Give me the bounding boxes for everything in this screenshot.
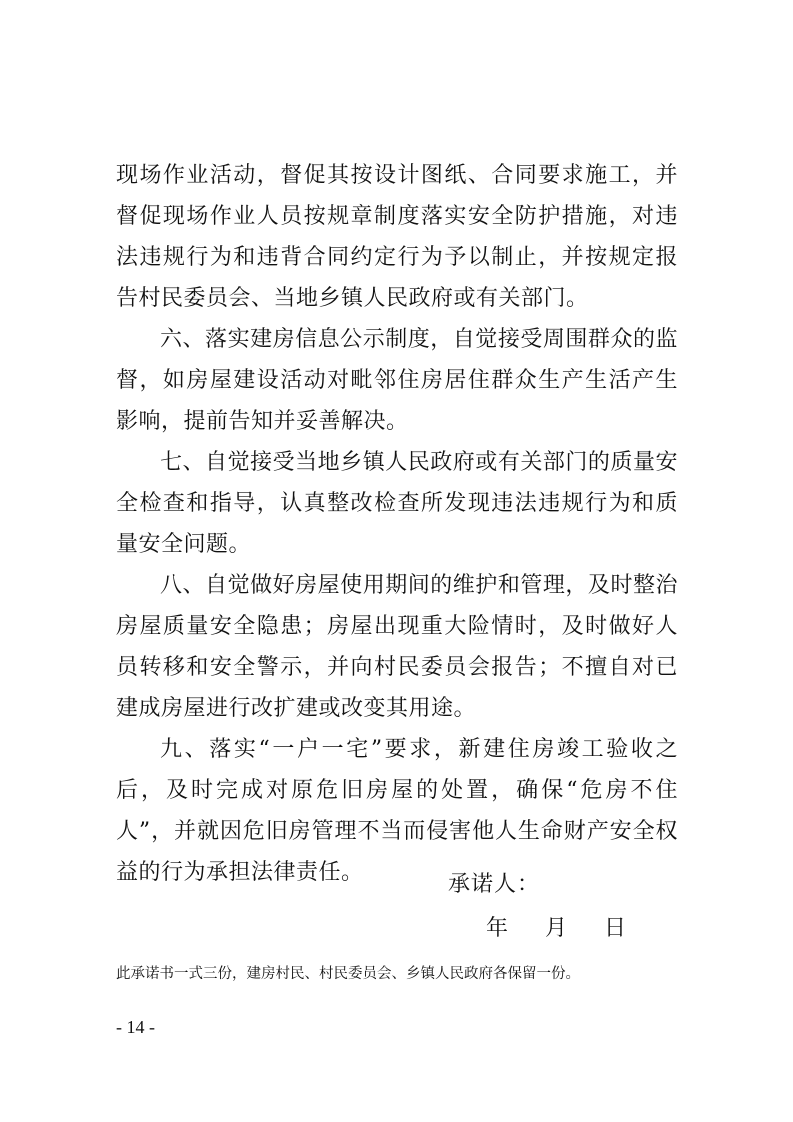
- signer-label: 承诺人：: [448, 872, 541, 897]
- date-day-label: 日: [604, 916, 627, 941]
- paragraph-item-9: 九、落实“一户一宅”要求，新建住房竣工验收之后，及时完成对原危旧房屋的处置，确保“危房不住人”，并就因危旧房管理不当而侵害他人生命财产安全权益的行为承担法律责任。: [116, 737, 678, 885]
- paragraph-item-8: 八、自觉做好房屋使用期间的维护和管理，及时整治房屋质量安全隐患；房屋出现重大险情时，及时做好人员转移和安全警示，并向村民委员会报告；不擅自对已建成房屋进行改扩建或改变其用途。: [116, 573, 678, 721]
- paragraph-item-6: 六、落实建房信息公示制度，自觉接受周围群众的监督，如房屋建设活动对毗邻住房居住群众生产生活产生影响，提前告知并妥善解决。: [116, 327, 678, 434]
- date-year-label: 年: [486, 916, 509, 941]
- signature-date: [486, 914, 626, 944]
- paragraph-item-7: 七、自觉接受当地乡镇人民政府或有关部门的质量安全检查和指导，认真整改检查所发现违法违规行为和质量安全问题。: [116, 450, 678, 557]
- page-number: - 14 -: [116, 1017, 155, 1037]
- date-month-label: 月: [545, 916, 568, 941]
- paragraph-continuation: 现场作业活动，督促其按设计图纸、合同要求施工，并督促现场作业人员按规章制度落实安全防护措施，对违法违规行为和违背合同约定行为予以制止，并按规定报告村民委员会、当地乡镇人民政府或有关部门。: [116, 163, 678, 311]
- copies-note: 此承诺书一式三份，建房村民、村民委员会、乡镇人民政府各保留一份。: [116, 966, 580, 982]
- document-body: [116, 155, 678, 893]
